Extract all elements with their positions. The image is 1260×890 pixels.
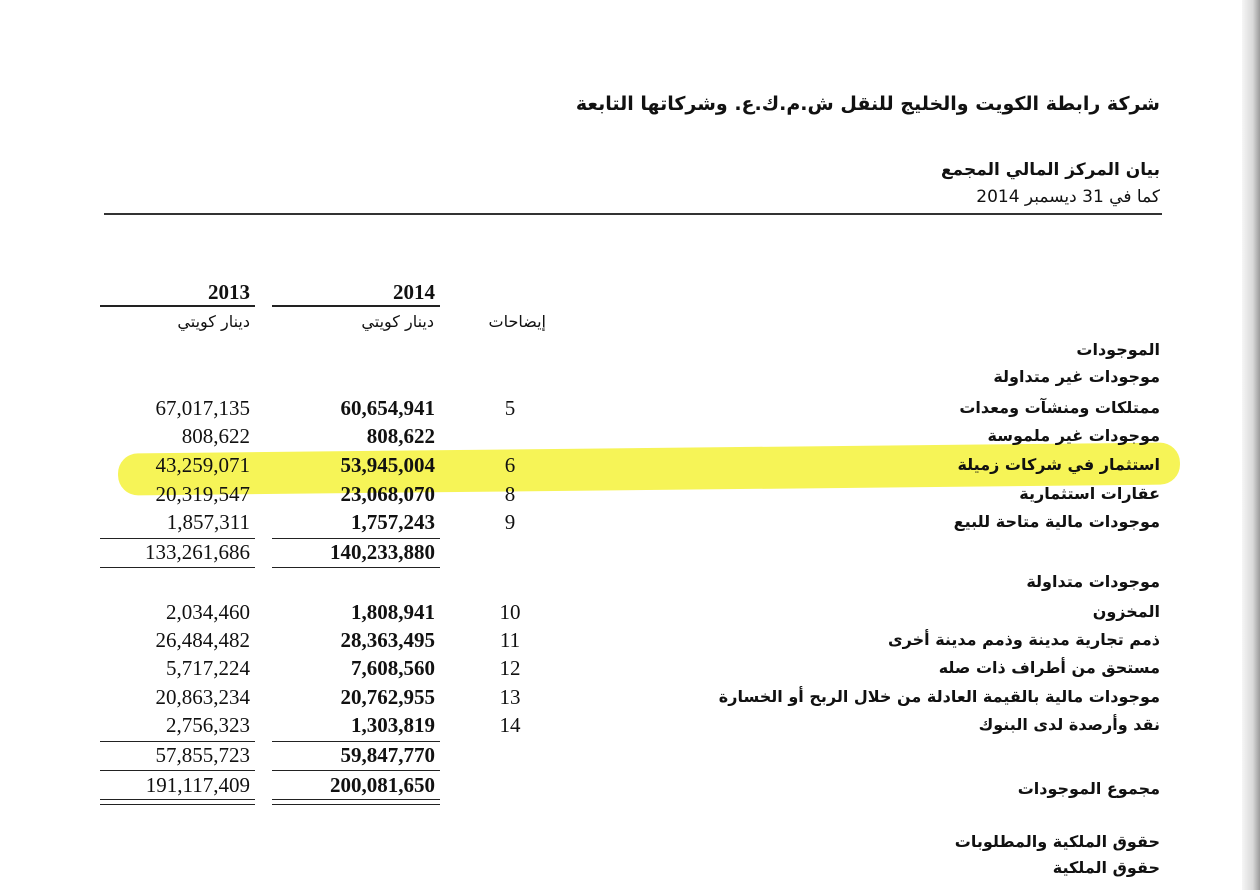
row-value-2014: 808,622: [366, 424, 435, 448]
row-value-2014: 28,363,495: [340, 628, 435, 652]
table-row: [0, 685, 1260, 711]
year-2014-underline: [272, 305, 440, 307]
current-subtotal-rule-2014: [272, 741, 440, 742]
subtotal-bottom-rule-2013: [100, 567, 255, 568]
row-note: 12: [499, 656, 521, 680]
row-note: 8: [504, 482, 516, 506]
row-value-2013: 20,863,234: [155, 685, 250, 709]
row-value-2013: 67,017,135: [155, 396, 250, 420]
row-label: المخزون: [1092, 602, 1160, 621]
row-note: 9: [504, 510, 516, 534]
row-note: 13: [499, 685, 521, 709]
row-label: موجودات مالية متاحة للبيع: [953, 512, 1160, 531]
section-equity: حقوق الملكية: [1052, 858, 1160, 877]
row-value-2013: 26,484,482: [155, 628, 250, 652]
row-label: مستحق من أطراف ذات صله: [938, 658, 1160, 677]
row-value-2014: 1,303,819: [351, 713, 435, 737]
row-note: 14: [499, 713, 521, 737]
row-value-2013: 43,259,071: [155, 453, 250, 477]
table-row: [0, 628, 1260, 654]
row-label: استثمار في شركات زميلة: [957, 455, 1160, 474]
row-label: عقارات استثمارية: [1019, 484, 1160, 503]
section-current: موجودات متداولة: [1026, 572, 1160, 591]
current-subtotal-bottom-2013: [100, 770, 255, 771]
row-label: موجودات غير ملموسة: [987, 426, 1160, 445]
row-note: 10: [499, 600, 521, 624]
table-row: [0, 510, 1260, 536]
section-assets: الموجودات: [1076, 340, 1160, 359]
row-value-2013: 5,717,224: [166, 656, 250, 680]
statement-title: بيان المركز المالي المجمع: [940, 160, 1160, 180]
row-value-2013: 2,756,323: [166, 713, 250, 737]
subtotal-2014: 140,233,880: [330, 540, 435, 564]
total-double-rule-2014: [272, 799, 440, 805]
row-value-2014: 7,608,560: [351, 656, 435, 680]
statement-date: كما في 31 ديسمبر 2014: [976, 187, 1160, 207]
row-note: 5: [504, 396, 516, 420]
current-subtotal-2013: 57,855,723: [155, 743, 250, 767]
row-value-2014: 20,762,955: [340, 685, 435, 709]
table-row: [0, 482, 1260, 508]
table-row: [0, 713, 1260, 739]
row-note: 11: [499, 628, 521, 652]
year-2014-header: 2014: [393, 280, 435, 304]
row-value-2013: 2,034,460: [166, 600, 250, 624]
table-row: [0, 656, 1260, 682]
company-name: شركة رابطة الكويت والخليج للنقل ش.م.ك.ع. وشركاتها التابعة: [575, 93, 1160, 115]
year-2013-underline: [100, 305, 255, 307]
row-label: ممتلكات ومنشآت ومعدات: [959, 398, 1160, 417]
current-subtotal-bottom-2014: [272, 770, 440, 771]
section-non-current: موجودات غير متداولة: [993, 367, 1160, 386]
row-value-2014: 23,068,070: [340, 482, 435, 506]
header-divider: [104, 213, 1162, 215]
table-row: [0, 600, 1260, 626]
total-assets-2014: 200,081,650: [330, 773, 435, 797]
subtotal-rule-2013: [100, 538, 255, 539]
notes-header: إيضاحات: [488, 312, 546, 331]
row-value-2014: 53,945,004: [340, 453, 435, 477]
row-value-2013: 20,319,547: [155, 482, 250, 506]
current-subtotal-rule-2013: [100, 741, 255, 742]
current-subtotal-2014: 59,847,770: [340, 743, 435, 767]
row-label: موجودات مالية بالقيمة العادلة من خلال الربح أو الخسارة: [718, 687, 1160, 706]
current-subtotal-row: [0, 743, 1260, 769]
subtotal-2013: 133,261,686: [145, 540, 250, 564]
table-row: [0, 424, 1260, 450]
currency-2013: دينار كويتي: [177, 312, 250, 331]
row-value-2014: 60,654,941: [340, 396, 435, 420]
subtotal-rule-2014: [272, 538, 440, 539]
row-value-2014: 1,808,941: [351, 600, 435, 624]
total-double-rule-2013: [100, 799, 255, 805]
section-equity-liabilities: حقوق الملكية والمطلوبات: [954, 832, 1160, 851]
total-assets-row: [0, 773, 1260, 799]
row-label: ذمم تجارية مدينة وذمم مدينة أخرى: [887, 630, 1160, 649]
total-assets-label: مجموع الموجودات: [1017, 779, 1160, 798]
subtotal-bottom-rule-2014: [272, 567, 440, 568]
row-value-2013: 1,857,311: [166, 510, 250, 534]
year-2013-header: 2013: [208, 280, 250, 304]
row-label: نقد وأرصدة لدى البنوك: [978, 715, 1160, 734]
currency-2014: دينار كويتي: [361, 312, 434, 331]
total-assets-2013: 191,117,409: [145, 773, 250, 797]
row-note: 6: [504, 453, 516, 477]
row-value-2013: 808,622: [181, 424, 250, 448]
row-value-2014: 1,757,243: [351, 510, 435, 534]
table-row: [0, 453, 1260, 479]
subtotal-row: [0, 540, 1260, 566]
table-row: [0, 396, 1260, 422]
